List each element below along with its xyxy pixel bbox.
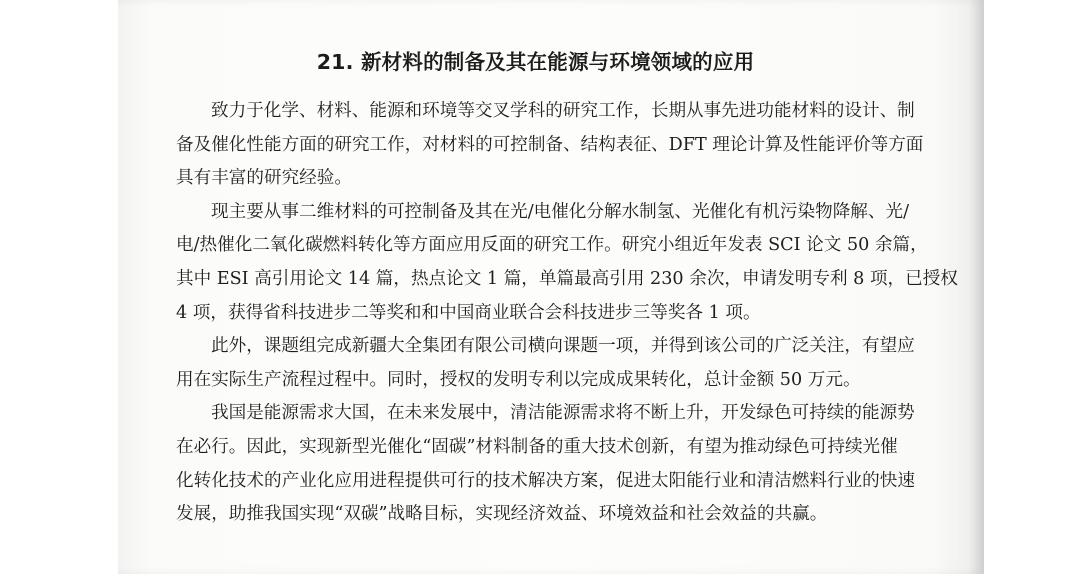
paragraph-3-line-1: 此外，课题组完成新疆大全集团有限公司横向课题一项，并得到该公司的广泛关注，有望应	[211, 336, 915, 357]
paragraph-1-line-2: 备及催化性能方面的研究工作，对材料的可控制备、结构表征、DFT 理论计算及性能评价等方面	[176, 134, 924, 155]
section-title: 21. 新材料的制备及其在能源与环境领域的应用	[316, 50, 755, 74]
paragraph-1-line-3: 具有丰富的研究经验。	[176, 168, 352, 189]
paragraph-2-line-4: 4 项，获得省科技进步二等奖和和中国商业联合会科技进步三等奖各 1 项。	[176, 302, 761, 323]
paragraph-2-line-2: 电/热催化二氧化碳燃料转化等方面应用反面的研究工作。研究小组近年发表 SCI 论文 50 余篇，	[176, 235, 928, 256]
paragraph-4-line-1: 我国是能源需求大国，在未来发展中，清洁能源需求将不断上升，开发绿色可持续的能源势	[211, 403, 915, 424]
paragraph-3-line-2: 用在实际生产流程过程中。同时，授权的发明专利以完成成果转化，总计金额 50 万元。	[176, 369, 861, 390]
paragraph-1-line-1: 致力于化学、材料、能源和环境等交叉学科的研究工作，长期从事先进功能材料的设计、制	[211, 101, 915, 121]
paragraph-4-line-2: 在必行。因此，实现新型光催化“固碳”材料制备的重大技术创新，有望为推动绿色可持续光催	[176, 436, 898, 457]
paragraph-4-line-4: 发展，助推我国实现“双碳”战略目标，实现经济效益、环境效益和社会效益的共赢。	[176, 504, 828, 525]
body-text	[176, 95, 986, 532]
paragraph-2-line-1: 现主要从事二维材料的可控制备及其在光/电催化分解水制氢、光催化有机污染物降解、光/	[211, 201, 910, 222]
paragraph-2-line-3: 其中 ESI 高引用论文 14 篇，热点论文 1 篇，单篇最高引用 230 余次，申请发明专利 8 项，已授权	[176, 268, 958, 289]
paragraph-4-line-3: 化转化技术的产业化应用进程提供可行的技术解决方案，促进太阳能行业和清洁燃料行业的快速	[176, 470, 915, 491]
